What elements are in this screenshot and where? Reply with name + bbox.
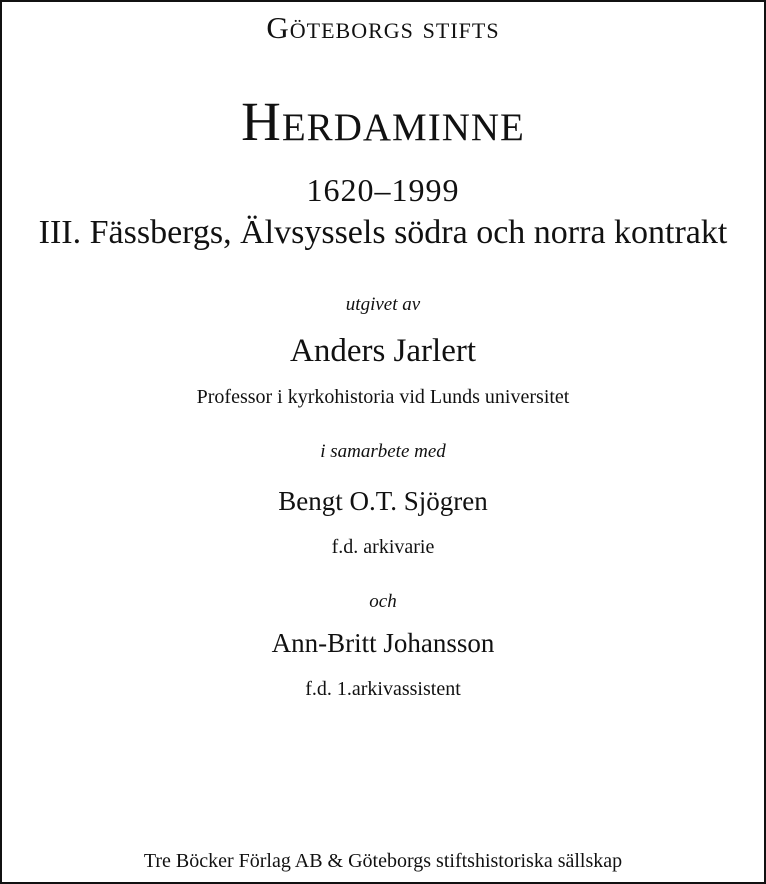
edited-by-label: utgivet av <box>345 294 421 315</box>
collaborator-role: f.d. 1.arkivassistent <box>305 678 461 700</box>
main-title: Herdaminne <box>241 91 525 152</box>
volume-title: III. Fässbergs, Älvsyssels södra och norra kontrakt <box>38 214 728 251</box>
year-range: 1620–1999 <box>306 172 460 208</box>
collaborator-role: f.d. arkivarie <box>331 536 435 558</box>
editor-name: Anders Jarlert <box>289 333 476 369</box>
collaborator-name: Bengt O.T. Sjögren <box>278 486 488 516</box>
cooperation-label: i samarbete med <box>320 441 446 462</box>
collaborator-name: Ann-Britt Johansson <box>271 628 495 658</box>
publisher-line: Tre Böcker Förlag AB & Göteborgs stiftshistoriska sällskap <box>143 850 623 872</box>
editor-role: Professor i kyrkohistoria vid Lunds universitet <box>196 386 570 408</box>
conjunction-label: och <box>369 591 397 612</box>
series-title: Göteborgs stifts <box>266 10 500 45</box>
